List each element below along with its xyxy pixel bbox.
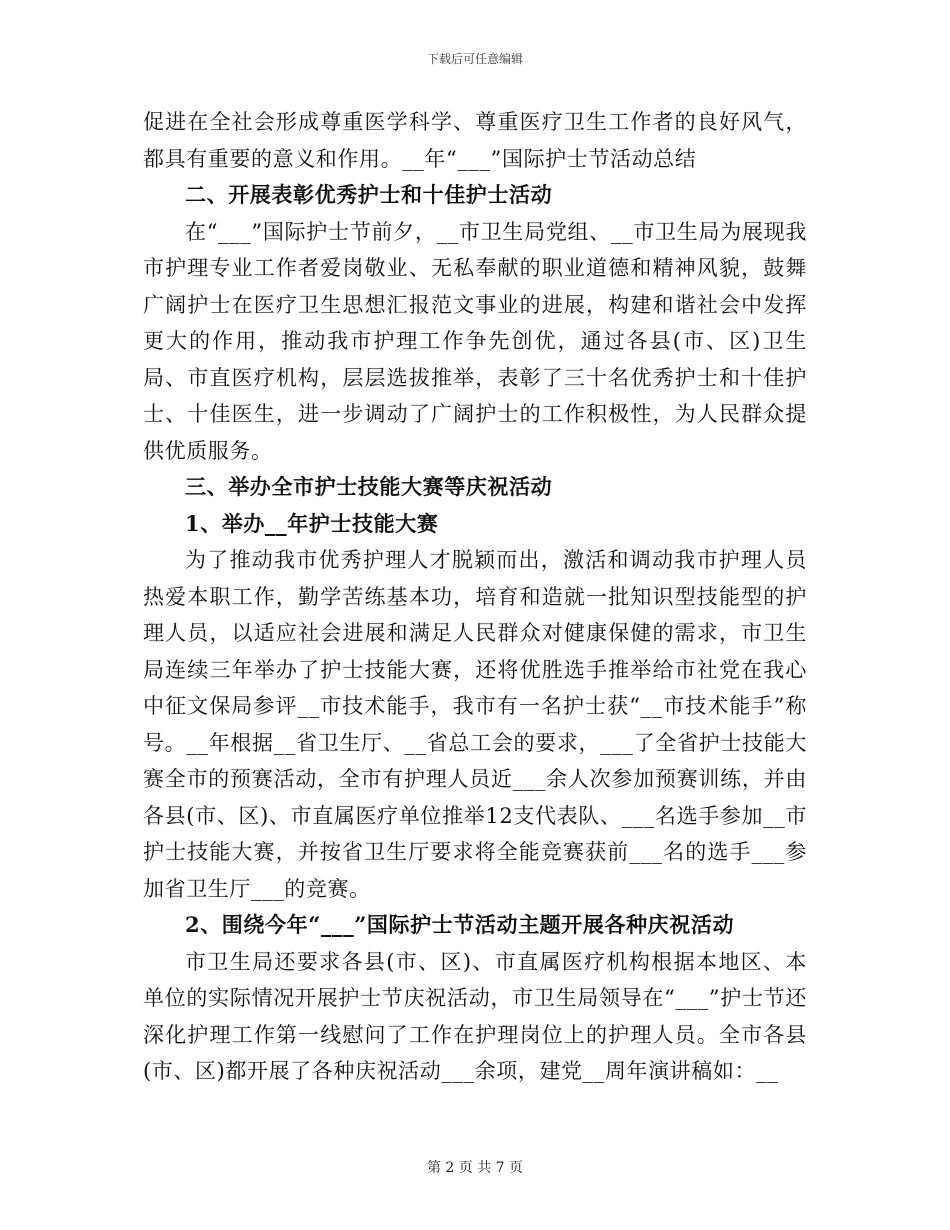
subheading-3-1: 1、举办__年护士技能大赛 — [185, 510, 439, 536]
section-heading-2: 二、开展表彰优秀护士和十佳护士活动 — [185, 182, 553, 207]
paragraph-3: 为了推动我市优秀护理人才脱颖而出，激活和调动我市护理人员热爱本职工作，勤学苦练基本功，培育和造就一批知识型技能型的护理人员，以适应社会进展和满足人民群众对健康保健的需求，市卫生局连续三年举办了护士技能大赛，还将优胜选手推举给市社党在我心中征文保局参评__市技术能手，我市有一名护士获“__市技术能手”称号。__年根据__省卫生厅、__省总工会的要求，___了全省护士技能大赛全市的预赛活动，全市有护理人员近___余人次参加预赛训练，并由各县(市、区)、市直属医疗单位推举12支代表队、___名选手参加__市护士技能大赛，并按省卫生厅要求将全能竞赛获前___名的选手___参加省卫生厅___的竞赛。 — [143, 548, 807, 901]
paragraph-4: 市卫生局还要求各县(市、区)、市直属医疗机构根据本地区、本单位的实际情况开展护士节庆祝活动，市卫生局领导在“___”护士节还深化护理工作第一线慰问了工作在护理岗位上的护理人员。全市各县(市、区)都开展了各种庆祝活动___余项，建党__周年演讲稿如：__ — [143, 949, 807, 1083]
paragraph-1: 促进在全社会形成尊重医学科学、尊重医疗卫生工作者的良好风气，都具有重要的意义和作用。__年“___”国际护士节活动总结 — [143, 110, 807, 171]
section-heading-3: 三、举办全市护士技能大赛等庆祝活动 — [185, 474, 553, 499]
subheading-3-2: 2、围绕今年“___”国际护士节活动主题开展各种庆祝活动 — [185, 912, 735, 937]
paragraph-2: 在“___”国际护士节前夕，__市卫生局党组、__市卫生局为展现我市护理专业工作者爱岗敬业、无私奉献的职业道德和精神风貌，鼓舞广阔护士在医疗卫生思想汇报范文事业的进展，构建和谐社会中发挥更大的作用，推动我市护理工作争先创优，通过各县(市、区)卫生局、市直医疗机构，层层选拔推举，表彰了三十名优秀护士和十佳护士、十佳医生，进一步调动了广阔护士的工作积极性，为人民群众提供优质服务。 — [143, 219, 807, 463]
page-footer: 第 2 页 共 7 页 — [426, 1160, 524, 1176]
document-body — [143, 104, 807, 1090]
page-header: 下载后可任意编辑 — [426, 52, 523, 66]
